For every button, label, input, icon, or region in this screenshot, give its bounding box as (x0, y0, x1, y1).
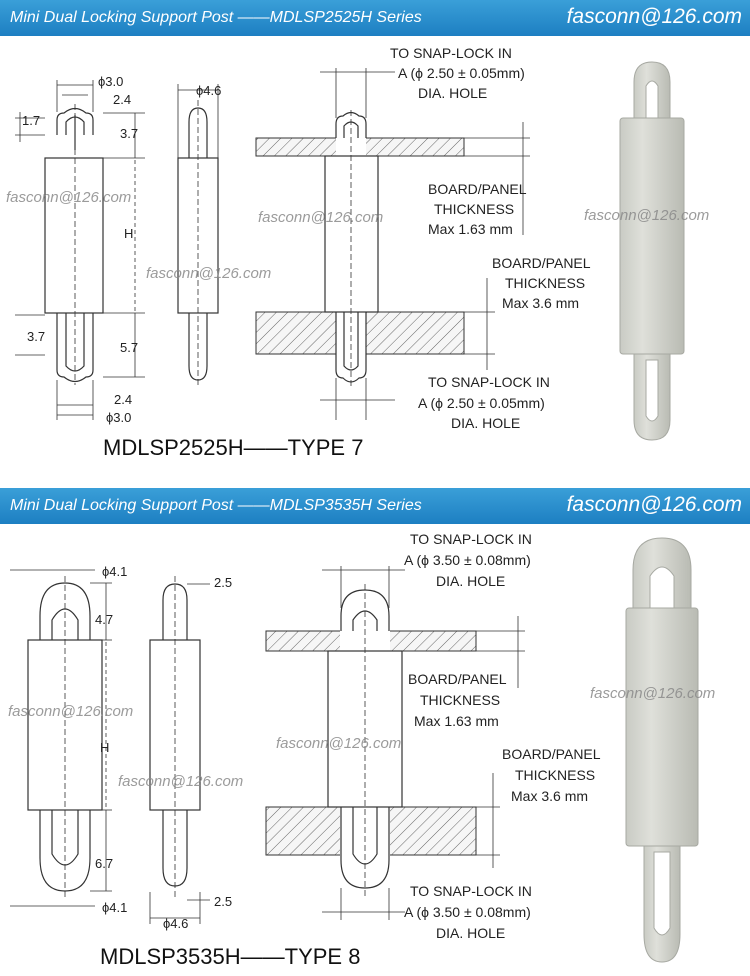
dim-bottom-diameter: ϕ3.0 (106, 410, 132, 425)
note-line: TO SNAP-LOCK IN (410, 531, 532, 547)
note-line: A (ϕ 3.50 ± 0.08mm) (404, 552, 531, 568)
product-photo (620, 62, 684, 440)
side-view (178, 100, 218, 388)
watermark: fasconn@126.com (276, 735, 402, 752)
note-line: TO SNAP-LOCK IN (428, 374, 550, 390)
board1-note (428, 181, 527, 237)
dim-top-diameter: ϕ4.1 (102, 564, 128, 579)
bottom-snap-note (418, 374, 550, 431)
dim-bottom-length: 6.7 (95, 856, 114, 871)
watermark: fasconn@126.com (6, 189, 132, 206)
note-line: Max 1.63 mm (414, 713, 499, 729)
side-view-dimensions (150, 584, 210, 924)
top-snap-note (404, 531, 532, 589)
dim-height: H (100, 740, 110, 755)
note-line: Max 3.6 mm (511, 788, 589, 804)
dim-bottom-left: 3.7 (27, 329, 46, 344)
watermark: fasconn@126.com (590, 685, 716, 702)
note-line: Max 3.6 mm (502, 295, 580, 311)
bottom-snap-note (404, 883, 532, 941)
banner-email: fasconn@126.com (566, 493, 742, 516)
dim-top-diameter: ϕ3.0 (98, 74, 124, 89)
watermark: fasconn@126.com (258, 209, 384, 226)
note-line: A (ϕ 3.50 ± 0.08mm) (404, 904, 531, 920)
dim-bottom-length: 5.7 (120, 340, 139, 355)
dim-top-width: 2.4 (113, 92, 132, 107)
board2-note (492, 255, 591, 311)
technical-drawing (0, 488, 750, 976)
dim-side-top: 2.5 (214, 575, 233, 590)
note-line: BOARD/PANEL (502, 746, 601, 762)
product-photo (626, 538, 698, 962)
installed-view (256, 68, 530, 420)
section-mdlsp3535h (0, 488, 750, 976)
watermark: fasconn@126.com (8, 703, 134, 720)
note-line: DIA. HOLE (418, 85, 488, 101)
dim-side-diameter: ϕ4.6 (163, 916, 189, 931)
dim-left-small: 1.7 (22, 113, 41, 128)
watermark: fasconn@126.com (584, 207, 710, 224)
front-view (28, 576, 102, 898)
banner-title: Mini Dual Locking Support Post ——MDLSP3535H Series (10, 497, 422, 514)
note-line: TO SNAP-LOCK IN (410, 883, 532, 899)
dim-bottom-width: 2.4 (114, 392, 133, 407)
note-line: Max 1.63 mm (428, 221, 513, 237)
side-view (150, 576, 200, 898)
note-line: THICKNESS (515, 767, 596, 783)
note-line: TO SNAP-LOCK IN (390, 45, 512, 61)
dim-bottom-diameter: ϕ4.1 (102, 900, 128, 915)
note-line: DIA. HOLE (436, 573, 506, 589)
note-line: A (ϕ 2.50 ± 0.05mm) (398, 65, 525, 81)
note-line: THICKNESS (434, 201, 515, 217)
note-line: BOARD/PANEL (408, 671, 507, 687)
watermark: fasconn@126.com (146, 265, 272, 282)
top-snap-note (390, 45, 525, 101)
dim-side-diameter: ϕ4.6 (196, 83, 222, 98)
dim-top-length: 3.7 (120, 126, 139, 141)
note-line: THICKNESS (505, 275, 586, 291)
dim-height: H (124, 226, 134, 241)
board1-note (408, 671, 507, 729)
board2-note (502, 746, 601, 804)
type-label: MDLSP2525H——TYPE 7 (103, 435, 364, 460)
dim-side-bottom: 2.5 (214, 894, 233, 909)
front-view (45, 104, 103, 385)
dim-top-length: 4.7 (95, 612, 114, 627)
type-label: MDLSP3535H——TYPE 8 (100, 944, 361, 969)
note-line: DIA. HOLE (436, 925, 506, 941)
banner-email: fasconn@126.com (566, 5, 742, 28)
watermark: fasconn@126.com (118, 773, 244, 790)
note-line: DIA. HOLE (451, 415, 521, 431)
note-line: A (ϕ 2.50 ± 0.05mm) (418, 395, 545, 411)
note-line: THICKNESS (420, 692, 501, 708)
banner-title: Mini Dual Locking Support Post ——MDLSP2525H Series (10, 9, 422, 26)
note-line: BOARD/PANEL (428, 181, 527, 197)
note-line: BOARD/PANEL (492, 255, 591, 271)
